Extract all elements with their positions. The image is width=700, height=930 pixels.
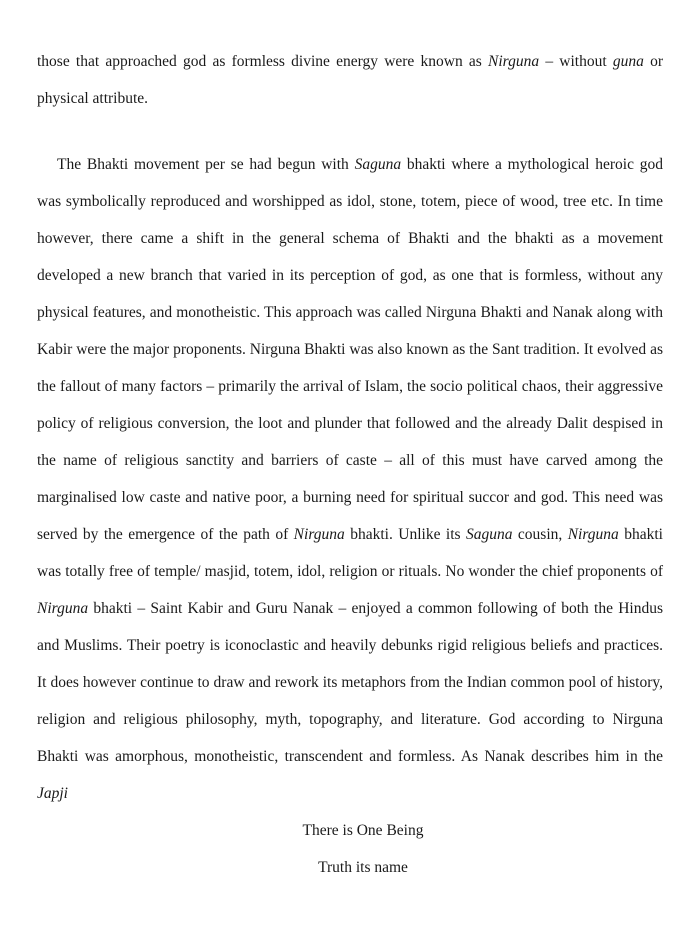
text-run: those that approached god as formless divine energy were known as bbox=[37, 53, 489, 70]
paragraph-bhakti-movement bbox=[37, 146, 663, 812]
poem-line: There is One Being bbox=[302, 822, 424, 839]
italic-term: Nirguna bbox=[37, 600, 89, 617]
italic-term: Nirguna bbox=[293, 526, 345, 543]
text-run: bhakti. Unlike its bbox=[344, 526, 466, 543]
text-run: or physical attribute. bbox=[37, 53, 663, 107]
poem-line: Truth its name bbox=[318, 859, 408, 876]
italic-term: guna bbox=[612, 53, 644, 70]
text-run: bhakti – Saint Kabir and Guru Nanak – enjoyed a common following of both the Hindus and Muslims. Their poetry is iconoclastic and heavily debunks rigid religious beliefs and practices. It does however continue to draw and rework its metaphors from the Indian common pool of history, religion and religious philosophy, myth, topography, and literature. God according to Nirguna Bhakti was amorphous, monotheistic, transcendent and formless. As Nanak describes him in the bbox=[37, 600, 663, 765]
text-run: cousin, bbox=[512, 526, 568, 543]
paragraph-nirguna-definition bbox=[37, 43, 663, 117]
italic-term: Saguna bbox=[354, 156, 402, 173]
text-run: – without bbox=[539, 53, 613, 70]
italic-term: Saguna bbox=[465, 526, 513, 543]
italic-term: Nirguna bbox=[488, 53, 540, 70]
text-run: bhakti was totally free of temple/ masjid, totem, idol, religion or rituals. No wonder the chief proponents of bbox=[37, 526, 663, 580]
text-run: The Bhakti movement per se had begun with bbox=[57, 156, 355, 173]
italic-term: Japji bbox=[37, 785, 68, 802]
text-run: bhakti where a mythological heroic god was symbolically reproduced and worshipped as idol, stone, totem, piece of wood, tree etc. In time however, there came a shift in the general schema of Bhakti and the bhakti as a movement developed a new branch that varied in its perception of god, as one that is formless, without any physical features, and monotheistic. This approach was called Nirguna Bhakti and Nanak along with Kabir were the major proponents. Nirguna Bhakti was also known as the Sant tradition. It evolved as the fallout of many factors – primarily the arrival of Islam, the socio political chaos, their aggressive policy of religious conversion, the loot and plunder that followed and the already Dalit despised in the name of religious sanctity and barriers of caste – all of this must have carved among the marginalised low caste and native poor, a burning need for spiritual succor and god. This need was served by the emergence of the path of bbox=[37, 156, 663, 543]
japji-quote bbox=[37, 812, 663, 886]
italic-term: Nirguna bbox=[567, 526, 619, 543]
